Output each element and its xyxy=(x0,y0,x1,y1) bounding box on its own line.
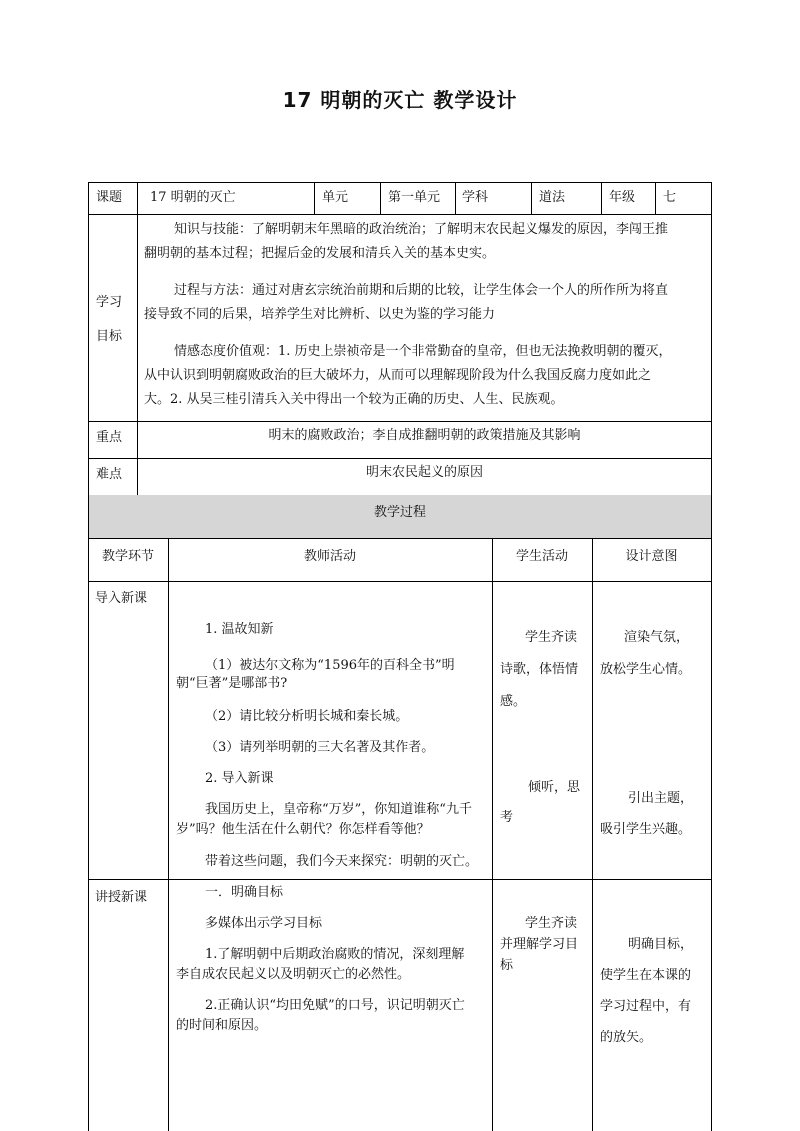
table-border xyxy=(380,182,381,214)
subject-label: 学科 xyxy=(462,190,489,205)
topic-value: 17 明朝的灭亡 xyxy=(150,190,236,205)
table-border xyxy=(137,182,138,495)
objectives-label-line1: 学习 xyxy=(96,295,123,310)
objective-emotion-line: 大。2. 从吴三桂引清兵入关中得出一个较为正确的历史、人生、民族观。 xyxy=(144,392,564,407)
table-border xyxy=(168,538,169,1131)
difficult-points-label: 难点 xyxy=(96,467,123,482)
design-intent-line: 放松学生心情。 xyxy=(600,662,692,677)
student-activity-line: 并理解学习目 xyxy=(500,937,579,952)
difficult-points-value: 明末农民起义的原因 xyxy=(365,465,483,480)
key-points-label: 重点 xyxy=(96,430,123,445)
objective-emotion-line: 从中认识到明朝腐败政治的巨大破坏力，从而可以理解现阶段为什么我国反腐力度如此之 xyxy=(144,368,652,383)
table-border xyxy=(592,538,593,1131)
teacher-activity-line: （2）请比较分析明长城和秦长城。 xyxy=(205,709,409,724)
table-border xyxy=(88,214,712,215)
design-intent-line: 明确目标， xyxy=(628,937,694,952)
stage-label: 讲授新课 xyxy=(95,890,148,905)
teacher-activity-heading: 一．明确目标 xyxy=(205,885,284,900)
teacher-activity-heading: 2. 导入新课 xyxy=(205,771,274,786)
grade-label: 年级 xyxy=(609,190,636,205)
unit-label: 单元 xyxy=(322,190,349,205)
table-border xyxy=(88,538,712,539)
table-border xyxy=(88,495,89,1131)
teacher-activity-line: 2.正确认识“均田免赋”的口号，识记明朝灭亡 xyxy=(205,998,465,1013)
table-border xyxy=(88,879,712,880)
objective-knowledge-line: 知识与技能：了解明朝末年黑暗的政治统治；了解明末农民起义爆发的原因，李闯王推 xyxy=(174,222,669,237)
teacher-activity-heading: 1. 温故知新 xyxy=(205,622,274,637)
table-border xyxy=(88,421,712,422)
stage-label: 导入新课 xyxy=(95,591,148,606)
teacher-activity-line: 李自成农民起义以及明朝灭亡的必然性。 xyxy=(176,967,411,982)
topic-label: 课题 xyxy=(96,190,123,205)
teacher-activity-line: 多媒体出示学习目标 xyxy=(205,916,323,931)
teacher-activity-line: （1）被达尔文称为“1596年的百科全书”明 xyxy=(205,658,455,673)
header-student: 学生活动 xyxy=(515,549,568,564)
subject-value: 道法 xyxy=(539,190,566,205)
teacher-activity-line: 带着这些问题，我们今天来探究：明朝的灭亡。 xyxy=(205,854,479,869)
design-intent-line: 学习过程中，有 xyxy=(600,999,692,1014)
table-border xyxy=(88,182,89,495)
student-activity-line: 诗歌，体悟情 xyxy=(500,662,579,677)
design-intent-line: 的放矢。 xyxy=(600,1030,653,1045)
table-border xyxy=(601,182,602,214)
teacher-activity-line: （3）请列举明朝的三大名著及其作者。 xyxy=(205,740,435,755)
objective-knowledge-line: 翻明朝的基本过程；把握后金的发展和清兵入关的基本史实。 xyxy=(144,246,496,261)
teacher-activity-line: 岁”吗？他生活在什么朝代？你怎样看等他？ xyxy=(176,822,430,837)
design-intent-line: 吸引学生兴趣。 xyxy=(600,822,692,837)
design-intent-line: 渲染气氛， xyxy=(624,630,690,645)
table-border xyxy=(711,495,712,1131)
document-title: 17 明朝的灭亡 教学设计 xyxy=(282,88,518,112)
objective-emotion-line: 情感态度价值观：1. 历史上崇祯帝是一个非常勤奋的皇帝，但也无法挽救明朝的覆灭， xyxy=(174,344,672,359)
objective-process-line: 过程与方法：通过对唐玄宗统治前期和后期的比较，让学生体会一个人的所作所为将直 xyxy=(174,283,669,298)
teacher-activity-line: 我国历史上，皇帝称“万岁”，你知道谁称“九千 xyxy=(205,802,472,817)
table-border xyxy=(88,458,712,459)
table-border xyxy=(711,182,712,495)
table-border xyxy=(314,182,315,214)
student-activity-line: 学生齐读 xyxy=(525,916,578,931)
design-intent-line: 引出主题， xyxy=(628,791,694,806)
teacher-activity-line: 1.了解明朝中后期政治腐败的情况，深刻理解 xyxy=(205,947,465,962)
student-activity-line: 标 xyxy=(500,958,514,973)
grade-value: 七 xyxy=(663,190,677,205)
process-band-title: 教学过程 xyxy=(373,505,426,520)
design-intent-line: 使学生在本课的 xyxy=(600,968,692,983)
table-border xyxy=(88,182,712,183)
table-border xyxy=(531,182,532,214)
table-border xyxy=(455,182,456,214)
table-border xyxy=(88,581,712,582)
student-activity-line: 感。 xyxy=(500,694,527,709)
teacher-activity-line: 朝“巨著”是哪部书? xyxy=(176,676,288,691)
teacher-activity-line: 的时间和原因。 xyxy=(176,1018,268,1033)
key-points-value: 明末的腐败政治；李自成推翻明朝的政策措施及其影响 xyxy=(268,428,581,443)
unit-value: 第一单元 xyxy=(388,190,441,205)
header-intent: 设计意图 xyxy=(625,549,678,564)
table-border xyxy=(492,538,493,1131)
objective-process-line: 接导致不同的后果，培养学生对比辨析、以史为鉴的学习能力 xyxy=(144,307,496,322)
header-teacher: 教师活动 xyxy=(303,549,356,564)
student-activity-line: 倾听，思 xyxy=(528,780,581,795)
table-border xyxy=(655,182,656,214)
student-activity-line: 学生齐读 xyxy=(525,630,578,645)
student-activity-line: 考 xyxy=(500,810,514,825)
header-stage: 教学环节 xyxy=(101,549,154,564)
objectives-label-line2: 目标 xyxy=(96,329,123,344)
